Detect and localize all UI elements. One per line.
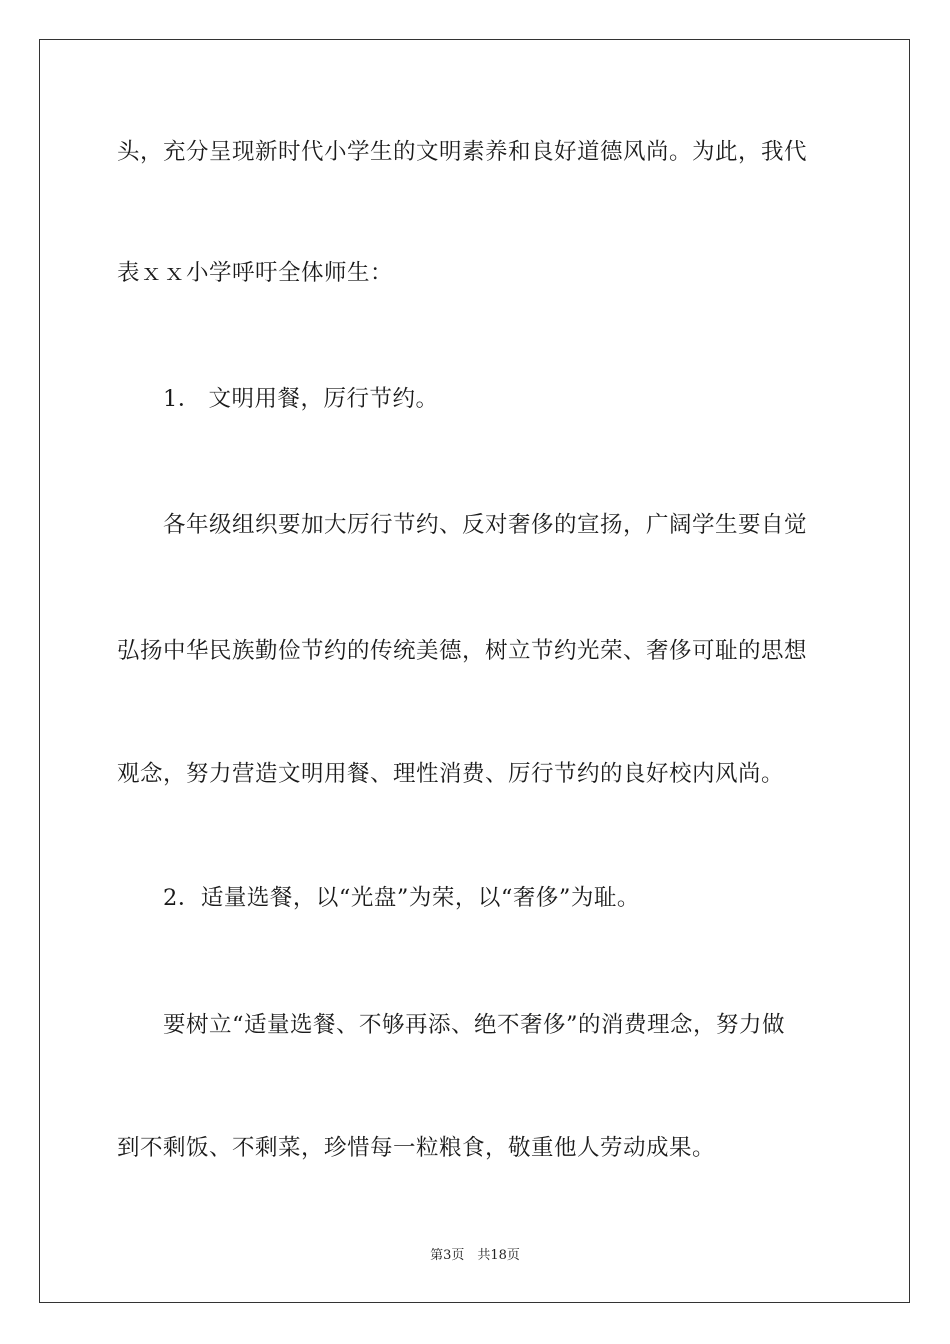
body-line-9: 到不剩饭、不剩菜，珍惜每一粒粮食，敬重他人劳动成果。 — [117, 1135, 716, 1161]
body-line-5: 弘扬中华民族勤俭节约的传统美德，树立节约光荣、奢侈可耻的思想 — [117, 638, 808, 664]
body-line-6: 观念，努力营造文明用餐、理性消费、厉行节约的良好校内风尚。 — [117, 761, 785, 787]
list-item-2-heading: 2．适量选餐，以“光盘”为荣，以“奢侈”为耻。 — [163, 885, 640, 911]
body-line-2: 表ｘｘ小学呼吁全体师生： — [117, 260, 394, 286]
body-line-1: 头，充分呈现新时代小学生的文明素养和良好道德风尚。为此，我代 — [117, 139, 808, 165]
page-number-footer: 第3页 共18页 — [430, 1248, 520, 1263]
body-line-4: 各年级组织要加大厉行节约、反对奢侈的宣扬，广阔学生要自觉 — [163, 512, 808, 538]
page-border — [39, 39, 910, 1303]
body-line-8: 要树立“适量选餐、不够再添、绝不奢侈”的消费理念，努力做 — [163, 1012, 786, 1038]
list-item-1-heading: 1． 文明用餐，厉行节约。 — [163, 386, 439, 412]
